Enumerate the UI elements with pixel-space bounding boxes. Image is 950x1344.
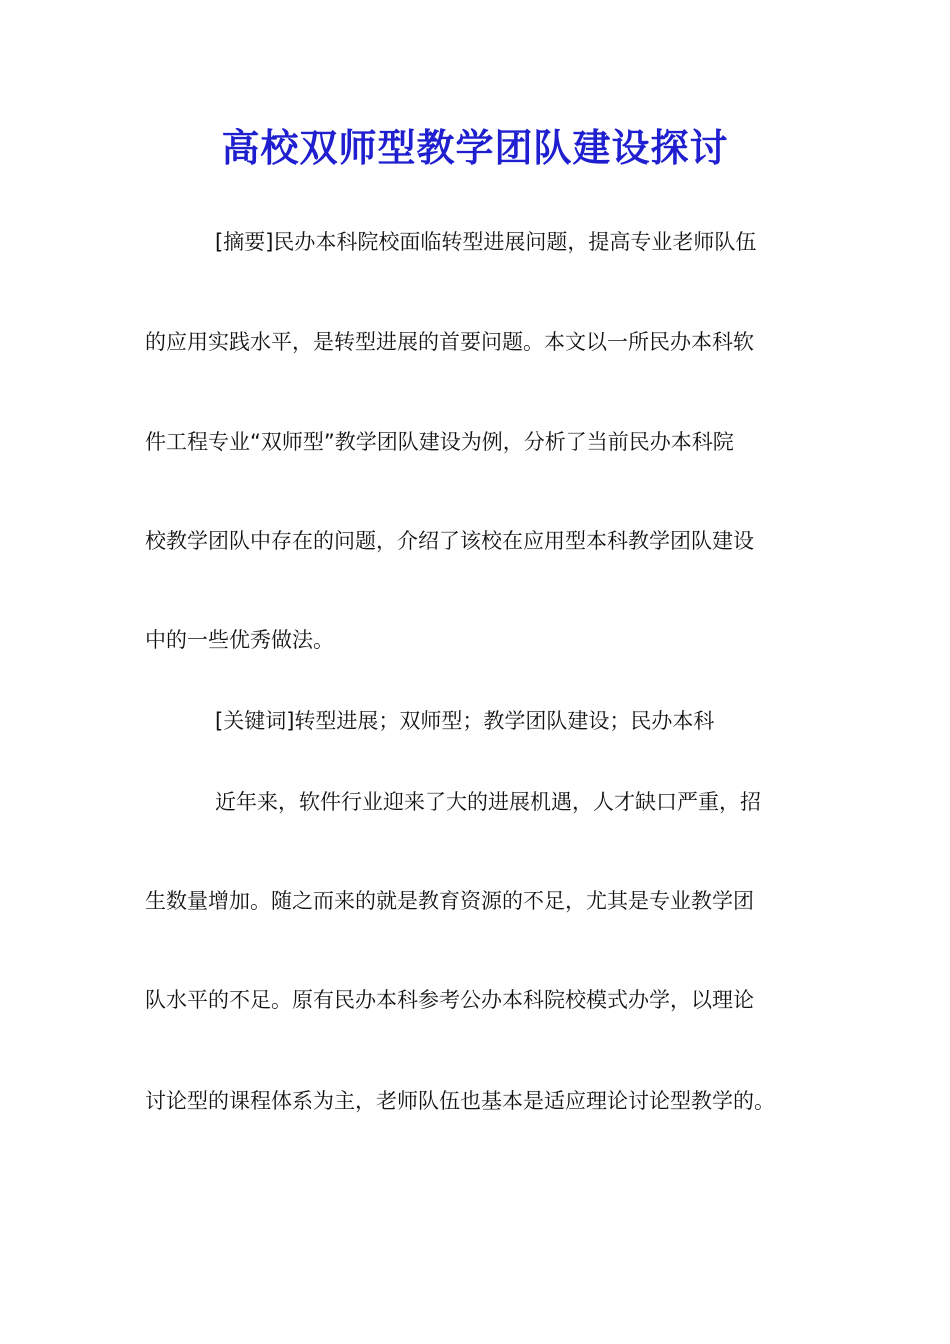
abstract-line-4: 校教学团队中存在的问题，介绍了该校在应用型本科教学团队建设 <box>145 529 754 553</box>
body-line-2: 生数量增加。随之而来的就是教育资源的不足，尤其是专业教学团 <box>145 889 754 913</box>
abstract-line-2: 的应用实践水平，是转型进展的首要问题。本文以一所民办本科软 <box>145 330 754 354</box>
body-line-1: 近年来，软件行业迎来了大的进展机遇，人才缺口严重，招 <box>215 790 761 814</box>
abstract-line-5: 中的一些优秀做法。 <box>145 628 334 652</box>
abstract-line-1: [摘要]民办本科院校面临转型进展问题，提高专业老师队伍 <box>215 230 757 254</box>
body-line-4: 讨论型的课程体系为主，老师队伍也基本是适应理论讨论型教学的。 <box>145 1089 775 1113</box>
abstract-line-3: 件工程专业“双师型”教学团队建设为例，分析了当前民办本科院 <box>145 430 734 454</box>
body-line-3: 队水平的不足。原有民办本科参考公办本科院校模式办学，以理论 <box>145 988 754 1012</box>
document-title: 高校双师型教学团队建设探讨 <box>221 125 729 170</box>
keywords-line: [关键词]转型进展；双师型；教学团队建设；民办本科 <box>215 709 715 733</box>
